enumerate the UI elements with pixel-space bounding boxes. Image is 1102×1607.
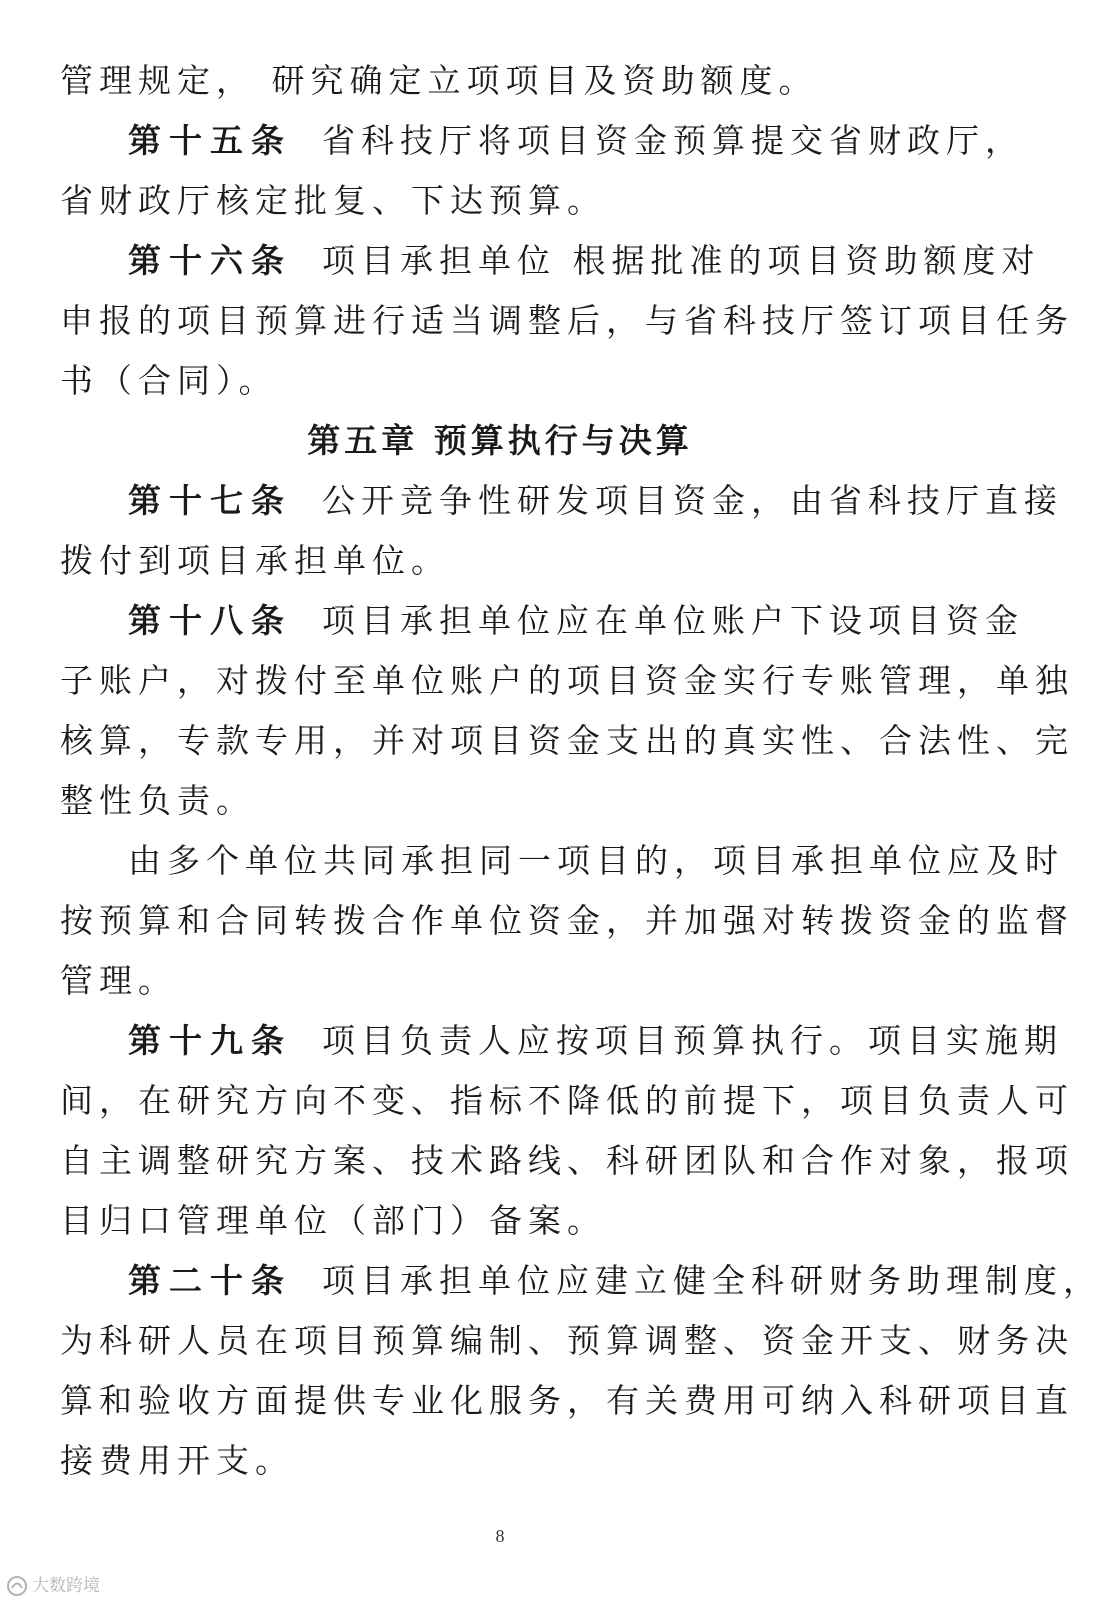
text-line: 核算，专款专用，并对项目资金支出的真实性、合法性、完 bbox=[60, 721, 1074, 760]
article-16-line: 第十六条 项目承担单位 根据批准的项目资助额度对 bbox=[128, 241, 1041, 280]
article-15-line: 第十五条 省科技厅将项目资金预算提交省财政厅， bbox=[128, 121, 1024, 160]
article-17-line: 第十七条 公开竞争性研发项目资金，由省科技厅直接 bbox=[128, 481, 1063, 520]
article-18-line: 第十八条 项目承担单位应在单位账户下设项目资金 bbox=[128, 601, 1024, 640]
chapter-heading: 第五章 预算执行与决算 bbox=[307, 421, 693, 460]
page-number: 8 bbox=[495, 1526, 505, 1546]
text-line: 整性负责。 bbox=[60, 781, 255, 820]
article-label: 第十九条 bbox=[128, 1021, 292, 1060]
watermark-text: 大数跨境 bbox=[32, 1576, 100, 1596]
text-line: 自主调整研究方案、技术路线、科研团队和合作对象，报项 bbox=[60, 1141, 1074, 1180]
paragraph-line: 由多个单位共同承担同一项目的，项目承担单位应及时 bbox=[128, 841, 1064, 880]
text-line: 拨付到项目承担单位。 bbox=[60, 541, 450, 580]
text-line: 管理规定， 研究确定立项项目及资助额度。 bbox=[60, 61, 818, 100]
watermark bbox=[6, 1572, 100, 1600]
brand-logo-icon bbox=[6, 1575, 28, 1597]
article-label: 第十八条 bbox=[128, 601, 292, 640]
article-label: 第十七条 bbox=[128, 481, 292, 520]
text-line: 算和验收方面提供专业化服务，有关费用可纳入科研项目直 bbox=[60, 1381, 1074, 1420]
text-line: 子账户，对拨付至单位账户的项目资金实行专账管理，单独 bbox=[60, 661, 1074, 700]
text-line: 申报的项目预算进行适当调整后，与省科技厅签订项目任务 bbox=[60, 301, 1074, 340]
text-line: 书（合同）。 bbox=[60, 361, 278, 400]
text-line: 目归口管理单位（部门）备案。 bbox=[60, 1201, 606, 1240]
article-label: 第十六条 bbox=[128, 241, 292, 280]
text-line: 省财政厅核定批复、下达预算。 bbox=[60, 181, 606, 220]
text-line: 为科研人员在项目预算编制、预算调整、资金开支、财务决 bbox=[60, 1321, 1074, 1360]
text-line: 接费用开支。 bbox=[60, 1441, 294, 1480]
article-label: 第二十条 bbox=[128, 1261, 292, 1300]
text-line: 管理。 bbox=[60, 961, 177, 1000]
article-19-line: 第十九条 项目负责人应按项目预算执行。项目实施期 bbox=[128, 1021, 1063, 1060]
text-line: 按预算和合同转拨合作单位资金，并加强对转拨资金的监督 bbox=[60, 901, 1074, 940]
text-line: 间，在研究方向不变、指标不降低的前提下，项目负责人可 bbox=[60, 1081, 1074, 1120]
article-label: 第十五条 bbox=[128, 121, 292, 160]
article-20-line: 第二十条 项目承担单位应建立健全科研财务助理制度， bbox=[128, 1261, 1102, 1300]
